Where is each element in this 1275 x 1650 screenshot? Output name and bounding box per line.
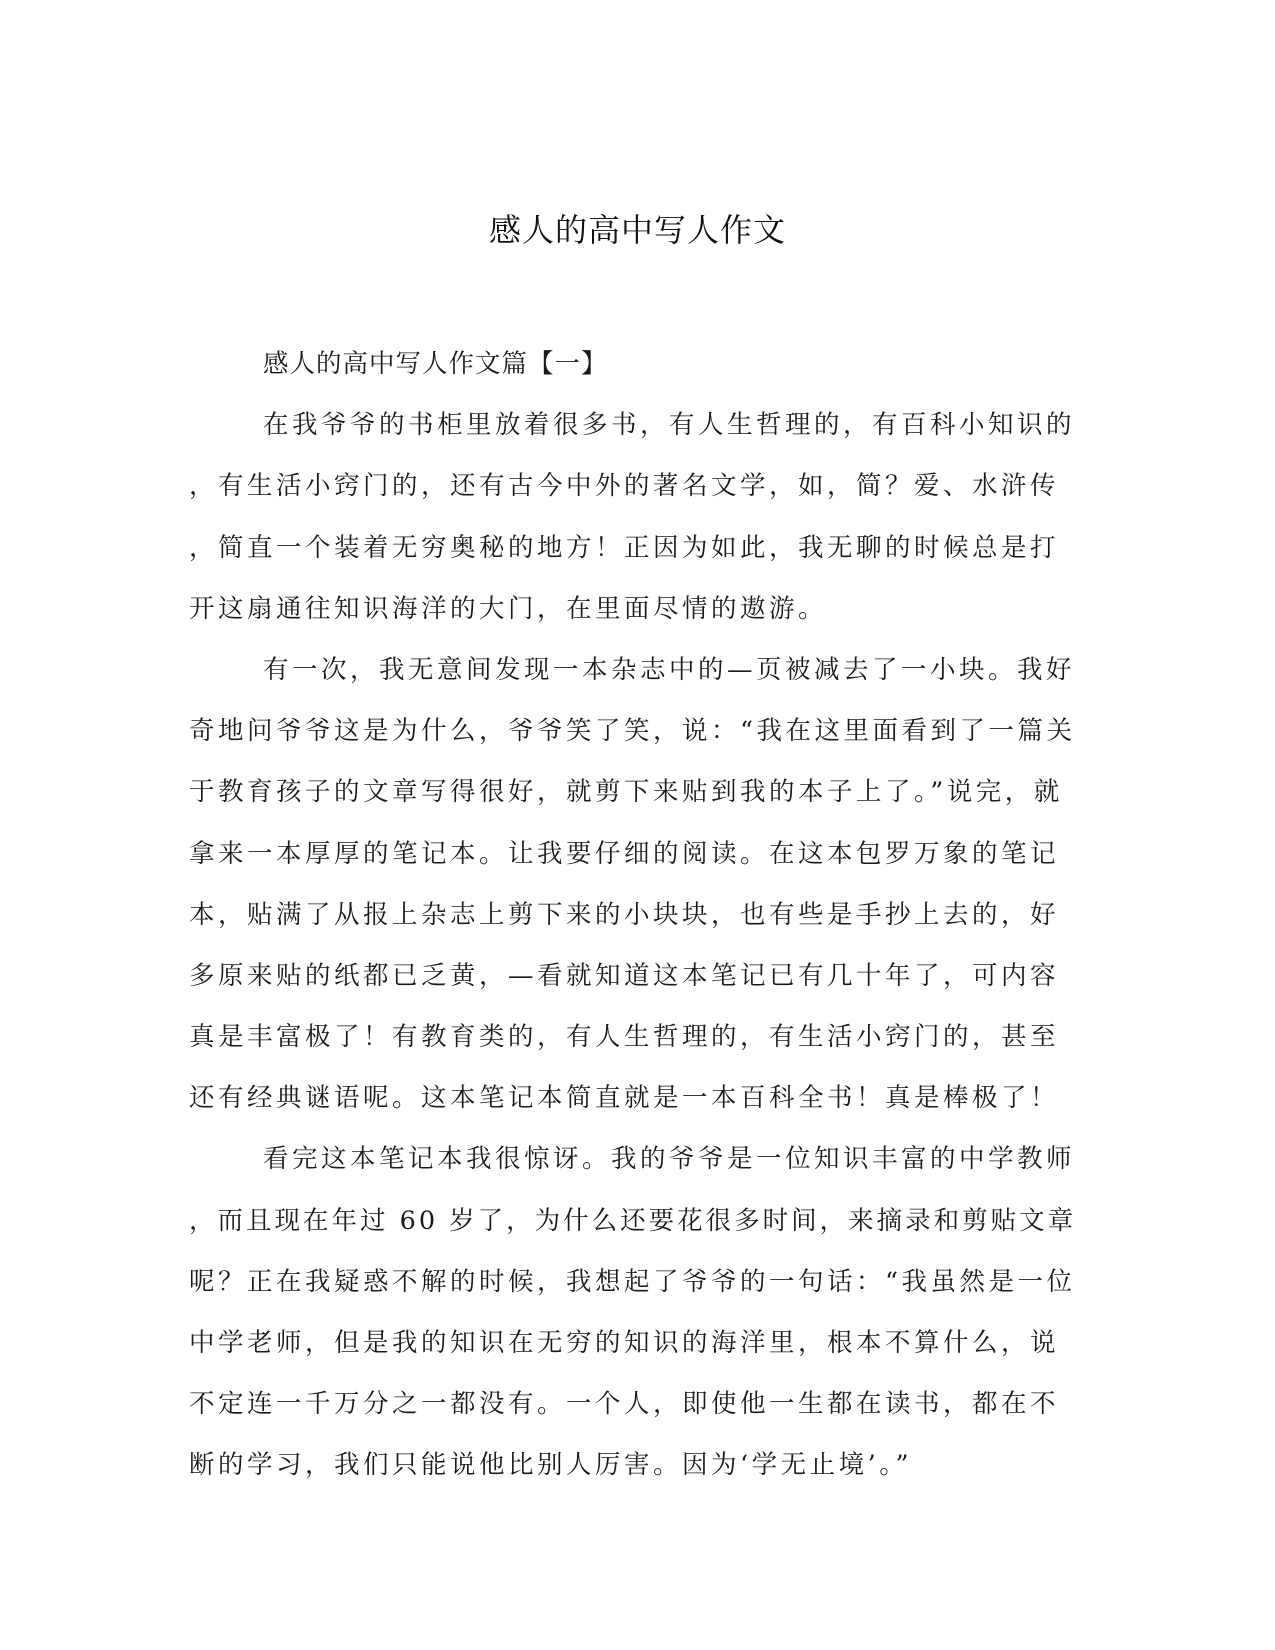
- text-line: 还有经典谜语呢。这本笔记本简直就是一本百科全书！真是棒极了！: [189, 1083, 1060, 1114]
- text-line: ，有生活小窍门的，还有古今中外的著名文学，如，简？爱、水浒传: [189, 471, 1060, 502]
- text-line: 多原来贴的纸都已乏黄，—看就知道这本笔记已有几十年了，可内容: [189, 960, 1060, 991]
- text-line: 呢？正在我疑惑不解的时候，我想起了爷爷的一句话：“我虽然是一位: [189, 1266, 1076, 1297]
- text-line: 有一次，我无意间发现一本杂志中的—页被减去了一小块。我好: [263, 654, 1076, 685]
- text-line: 本，贴满了从报上杂志上剪下来的小块块，也有些是手抄上去的，好: [189, 899, 1060, 930]
- text-line: 看完这本笔记本我很惊讶。我的爷爷是一位知识丰富的中学教师: [263, 1144, 1076, 1175]
- page-title: 感人的高中写人作文: [488, 211, 786, 249]
- text-line: 在我爷爷的书柜里放着很多书，有人生哲理的，有百科小知识的: [263, 410, 1076, 441]
- section-heading: 感人的高中写人作文篇【一】: [263, 349, 608, 379]
- text-line: 拿来一本厚厚的笔记本。让我要仔细的阅读。在这本包罗万象的笔记: [189, 838, 1060, 869]
- text-line: 于教育孩子的文章写得很好，就剪下来贴到我的本子上了。”说完，就: [189, 777, 1063, 808]
- text-line: 不定连一千万分之一都没有。一个人，即使他一生都在读书，都在不: [189, 1389, 1060, 1420]
- text-line: 真是丰富极了！有教育类的，有人生哲理的，有生活小窍门的，甚至: [189, 1022, 1060, 1053]
- text-line: 奇地问爷爷这是为什么，爷爷笑了笑，说：“我在这里面看到了一篇关: [189, 716, 1076, 747]
- text-line: 开这扇通往知识海洋的大门，在里面尽情的遨游。: [189, 593, 828, 624]
- text-line: 中学老师，但是我的知识在无穷的知识的海洋里，根本不算什么，说: [189, 1328, 1060, 1358]
- text-line: 断的学习，我们只能说他比别人厉害。因为‘学无止境’。”: [189, 1450, 912, 1481]
- text-line: ，简直一个装着无穷奥秘的地方！正因为如此，我无聊的时候总是打: [189, 532, 1060, 563]
- text-line: ，而且现在年过 60 岁了，为什么还要花很多时间，来摘录和剪贴文章: [189, 1205, 1077, 1236]
- document-body: [189, 334, 1081, 1497]
